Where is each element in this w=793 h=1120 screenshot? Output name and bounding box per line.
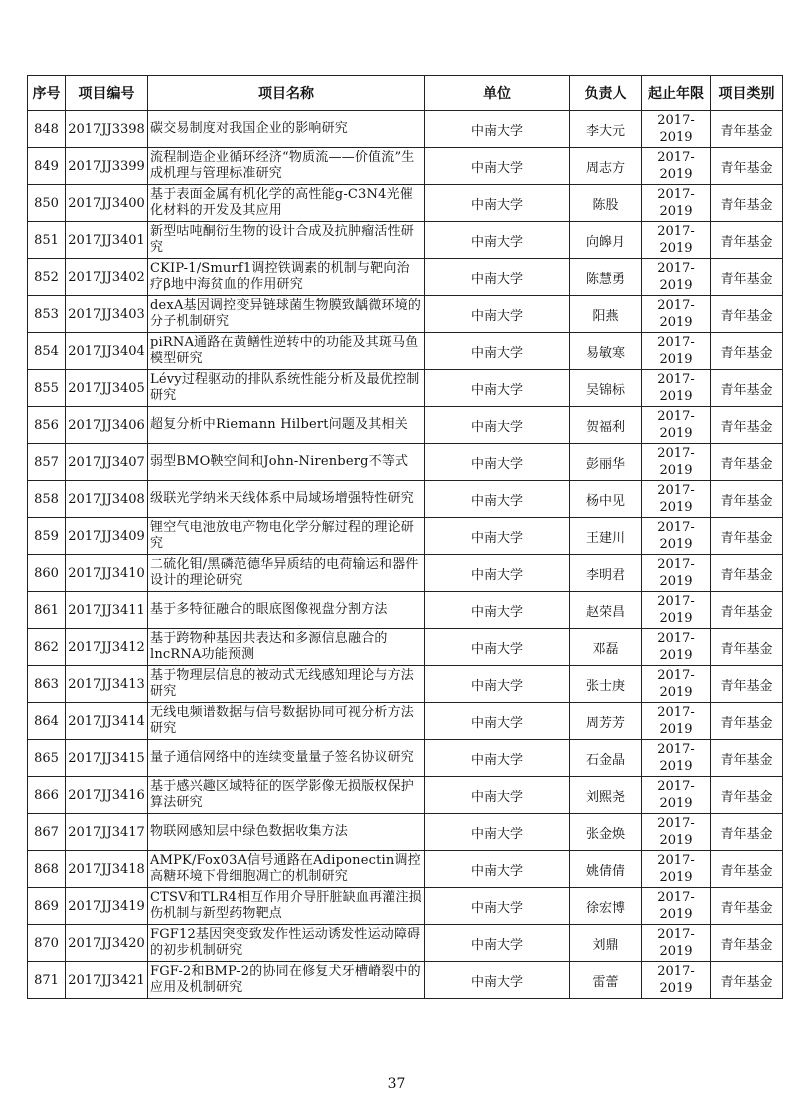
row-project-name: 无线电频谱数据与信号数据协同可视分析方法研究 bbox=[148, 703, 425, 740]
row-years: 2017-2019 bbox=[642, 296, 711, 333]
row-unit: 中南大学 bbox=[425, 185, 570, 222]
table-row bbox=[28, 740, 783, 777]
row-seq: 850 bbox=[28, 185, 66, 222]
row-unit: 中南大学 bbox=[425, 925, 570, 962]
row-seq: 870 bbox=[28, 925, 66, 962]
header-unit: 单位 bbox=[425, 76, 570, 111]
row-type: 青年基金 bbox=[711, 814, 783, 851]
row-unit: 中南大学 bbox=[425, 444, 570, 481]
row-leader: 李明君 bbox=[570, 555, 642, 592]
row-type: 青年基金 bbox=[711, 740, 783, 777]
row-unit: 中南大学 bbox=[425, 666, 570, 703]
row-project-code: 2017JJ3405 bbox=[66, 370, 148, 407]
row-project-code: 2017JJ3398 bbox=[66, 111, 148, 148]
row-years: 2017-2019 bbox=[642, 925, 711, 962]
row-project-code: 2017JJ3410 bbox=[66, 555, 148, 592]
table-row bbox=[28, 111, 783, 148]
row-leader: 周志方 bbox=[570, 148, 642, 185]
row-seq: 851 bbox=[28, 222, 66, 259]
header-project-name: 项目名称 bbox=[148, 76, 425, 111]
row-unit: 中南大学 bbox=[425, 703, 570, 740]
header-seq: 序号 bbox=[28, 76, 66, 111]
header-years: 起止年限 bbox=[642, 76, 711, 111]
row-type: 青年基金 bbox=[711, 777, 783, 814]
row-seq: 871 bbox=[28, 962, 66, 999]
row-unit: 中南大学 bbox=[425, 111, 570, 148]
row-leader: 向皞月 bbox=[570, 222, 642, 259]
row-years: 2017-2019 bbox=[642, 185, 711, 222]
row-years: 2017-2019 bbox=[642, 814, 711, 851]
row-leader: 王建川 bbox=[570, 518, 642, 555]
row-project-code: 2017JJ3415 bbox=[66, 740, 148, 777]
row-project-name: 流程制造企业循环经济“物质流——价值流”生成机理与管理标准研究 bbox=[148, 148, 425, 185]
row-project-name: CTSV和TLR4相互作用介导肝脏缺血再灌注损伤机制与新型药物靶点 bbox=[148, 888, 425, 925]
row-years: 2017-2019 bbox=[642, 370, 711, 407]
row-project-code: 2017JJ3421 bbox=[66, 962, 148, 999]
row-project-name: FGF-2和BMP-2的协同在修复犬牙槽嵴裂中的应用及机制研究 bbox=[148, 962, 425, 999]
row-unit: 中南大学 bbox=[425, 851, 570, 888]
row-type: 青年基金 bbox=[711, 925, 783, 962]
table-row bbox=[28, 777, 783, 814]
table-row bbox=[28, 148, 783, 185]
row-type: 青年基金 bbox=[711, 962, 783, 999]
row-seq: 857 bbox=[28, 444, 66, 481]
table-row bbox=[28, 444, 783, 481]
row-type: 青年基金 bbox=[711, 703, 783, 740]
row-years: 2017-2019 bbox=[642, 740, 711, 777]
row-leader: 杨中见 bbox=[570, 481, 642, 518]
row-leader: 邓磊 bbox=[570, 629, 642, 666]
row-leader: 张金焕 bbox=[570, 814, 642, 851]
row-years: 2017-2019 bbox=[642, 222, 711, 259]
row-years: 2017-2019 bbox=[642, 777, 711, 814]
row-project-name: 基于表面金属有机化学的高性能g-C3N4光催化材料的开发及其应用 bbox=[148, 185, 425, 222]
row-years: 2017-2019 bbox=[642, 851, 711, 888]
row-project-name: AMPK/Fox03A信号通路在Adiponectin调控高糖环境下骨细胞凋亡的机制研究 bbox=[148, 851, 425, 888]
table-body bbox=[28, 111, 783, 999]
row-project-name: 超复分析中Riemann Hilbert问题及其相关 bbox=[148, 407, 425, 444]
table-row bbox=[28, 222, 783, 259]
row-project-name: piRNA通路在黄鳝性逆转中的功能及其斑马鱼模型研究 bbox=[148, 333, 425, 370]
row-unit: 中南大学 bbox=[425, 148, 570, 185]
row-leader: 姚倩倩 bbox=[570, 851, 642, 888]
row-seq: 855 bbox=[28, 370, 66, 407]
row-years: 2017-2019 bbox=[642, 666, 711, 703]
table-row bbox=[28, 407, 783, 444]
row-years: 2017-2019 bbox=[642, 481, 711, 518]
row-project-name: 基于感兴趣区域特征的医学影像无损版权保护算法研究 bbox=[148, 777, 425, 814]
row-unit: 中南大学 bbox=[425, 370, 570, 407]
row-unit: 中南大学 bbox=[425, 592, 570, 629]
row-project-name: 二硫化钼/黑磷范德华异质结的电荷输运和器件设计的理论研究 bbox=[148, 555, 425, 592]
row-project-code: 2017JJ3412 bbox=[66, 629, 148, 666]
row-project-code: 2017JJ3416 bbox=[66, 777, 148, 814]
row-seq: 865 bbox=[28, 740, 66, 777]
row-leader: 刘鼎 bbox=[570, 925, 642, 962]
row-project-name: CKIP-1/Smurf1调控铁调素的机制与靶向治疗β地中海贫血的作用研究 bbox=[148, 259, 425, 296]
table-row bbox=[28, 296, 783, 333]
row-type: 青年基金 bbox=[711, 222, 783, 259]
row-unit: 中南大学 bbox=[425, 481, 570, 518]
table-row bbox=[28, 518, 783, 555]
row-seq: 852 bbox=[28, 259, 66, 296]
row-unit: 中南大学 bbox=[425, 296, 570, 333]
header-project-code: 项目编号 bbox=[66, 76, 148, 111]
row-leader: 吴锦标 bbox=[570, 370, 642, 407]
row-project-code: 2017JJ3420 bbox=[66, 925, 148, 962]
row-type: 青年基金 bbox=[711, 481, 783, 518]
row-years: 2017-2019 bbox=[642, 888, 711, 925]
row-type: 青年基金 bbox=[711, 629, 783, 666]
row-project-code: 2017JJ3402 bbox=[66, 259, 148, 296]
row-type: 青年基金 bbox=[711, 518, 783, 555]
row-seq: 853 bbox=[28, 296, 66, 333]
row-type: 青年基金 bbox=[711, 444, 783, 481]
row-unit: 中南大学 bbox=[425, 888, 570, 925]
table-row bbox=[28, 333, 783, 370]
row-type: 青年基金 bbox=[711, 555, 783, 592]
row-unit: 中南大学 bbox=[425, 222, 570, 259]
row-leader: 周芳芳 bbox=[570, 703, 642, 740]
row-unit: 中南大学 bbox=[425, 333, 570, 370]
row-project-code: 2017JJ3413 bbox=[66, 666, 148, 703]
table-row bbox=[28, 481, 783, 518]
row-type: 青年基金 bbox=[711, 370, 783, 407]
table-row bbox=[28, 185, 783, 222]
row-leader: 易敏寒 bbox=[570, 333, 642, 370]
row-project-name: 基于多特征融合的眼底图像视盘分割方法 bbox=[148, 592, 425, 629]
row-unit: 中南大学 bbox=[425, 407, 570, 444]
row-leader: 张士庚 bbox=[570, 666, 642, 703]
row-project-name: 锂空气电池放电产物电化学分解过程的理论研究 bbox=[148, 518, 425, 555]
row-years: 2017-2019 bbox=[642, 407, 711, 444]
table-row bbox=[28, 925, 783, 962]
table-row bbox=[28, 851, 783, 888]
row-leader: 赵荣昌 bbox=[570, 592, 642, 629]
row-project-code: 2017JJ3417 bbox=[66, 814, 148, 851]
row-project-name: 基于跨物种基因共表达和多源信息融合的lncRNA功能预测 bbox=[148, 629, 425, 666]
row-leader: 彭丽华 bbox=[570, 444, 642, 481]
row-project-code: 2017JJ3419 bbox=[66, 888, 148, 925]
row-project-name: 量子通信网络中的连续变量量子签名协议研究 bbox=[148, 740, 425, 777]
row-project-code: 2017JJ3409 bbox=[66, 518, 148, 555]
row-seq: 854 bbox=[28, 333, 66, 370]
table-row bbox=[28, 592, 783, 629]
row-project-name: 新型咕吨酮衍生物的设计合成及抗肿瘤活性研究 bbox=[148, 222, 425, 259]
row-seq: 867 bbox=[28, 814, 66, 851]
row-project-code: 2017JJ3404 bbox=[66, 333, 148, 370]
row-leader: 李大元 bbox=[570, 111, 642, 148]
row-leader: 阳燕 bbox=[570, 296, 642, 333]
row-unit: 中南大学 bbox=[425, 777, 570, 814]
table-header-row bbox=[28, 76, 783, 111]
row-type: 青年基金 bbox=[711, 888, 783, 925]
row-years: 2017-2019 bbox=[642, 555, 711, 592]
row-years: 2017-2019 bbox=[642, 518, 711, 555]
table-row bbox=[28, 259, 783, 296]
row-seq: 863 bbox=[28, 666, 66, 703]
row-seq: 869 bbox=[28, 888, 66, 925]
table-row bbox=[28, 962, 783, 999]
row-seq: 860 bbox=[28, 555, 66, 592]
row-type: 青年基金 bbox=[711, 296, 783, 333]
row-seq: 868 bbox=[28, 851, 66, 888]
row-project-code: 2017JJ3403 bbox=[66, 296, 148, 333]
row-project-name: 物联网感知层中绿色数据收集方法 bbox=[148, 814, 425, 851]
row-project-code: 2017JJ3407 bbox=[66, 444, 148, 481]
row-project-code: 2017JJ3408 bbox=[66, 481, 148, 518]
row-type: 青年基金 bbox=[711, 259, 783, 296]
row-unit: 中南大学 bbox=[425, 962, 570, 999]
row-type: 青年基金 bbox=[711, 111, 783, 148]
row-years: 2017-2019 bbox=[642, 148, 711, 185]
row-project-code: 2017JJ3406 bbox=[66, 407, 148, 444]
row-type: 青年基金 bbox=[711, 592, 783, 629]
page-number: 37 bbox=[387, 1076, 406, 1092]
row-type: 青年基金 bbox=[711, 666, 783, 703]
row-project-name: 级联光学纳米天线体系中局域场增强特性研究 bbox=[148, 481, 425, 518]
row-project-code: 2017JJ3414 bbox=[66, 703, 148, 740]
row-leader: 陈慧勇 bbox=[570, 259, 642, 296]
row-years: 2017-2019 bbox=[642, 592, 711, 629]
row-leader: 贺福利 bbox=[570, 407, 642, 444]
row-seq: 856 bbox=[28, 407, 66, 444]
row-seq: 864 bbox=[28, 703, 66, 740]
row-project-name: FGF12基因突变致发作性运动诱发性运动障碍的初步机制研究 bbox=[148, 925, 425, 962]
row-seq: 862 bbox=[28, 629, 66, 666]
row-seq: 858 bbox=[28, 481, 66, 518]
header-leader: 负责人 bbox=[570, 76, 642, 111]
row-project-name: Lévy过程驱动的排队系统性能分析及最优控制研究 bbox=[148, 370, 425, 407]
table-row bbox=[28, 888, 783, 925]
row-unit: 中南大学 bbox=[425, 555, 570, 592]
row-type: 青年基金 bbox=[711, 407, 783, 444]
row-unit: 中南大学 bbox=[425, 814, 570, 851]
row-years: 2017-2019 bbox=[642, 962, 711, 999]
row-leader: 石金晶 bbox=[570, 740, 642, 777]
row-seq: 859 bbox=[28, 518, 66, 555]
row-type: 青年基金 bbox=[711, 185, 783, 222]
row-years: 2017-2019 bbox=[642, 333, 711, 370]
row-seq: 866 bbox=[28, 777, 66, 814]
row-project-code: 2017JJ3399 bbox=[66, 148, 148, 185]
row-unit: 中南大学 bbox=[425, 740, 570, 777]
row-seq: 849 bbox=[28, 148, 66, 185]
row-unit: 中南大学 bbox=[425, 629, 570, 666]
row-project-name: 碳交易制度对我国企业的影响研究 bbox=[148, 111, 425, 148]
table-row bbox=[28, 814, 783, 851]
project-table bbox=[27, 75, 783, 999]
row-project-code: 2017JJ3401 bbox=[66, 222, 148, 259]
row-leader: 雷蕾 bbox=[570, 962, 642, 999]
row-seq: 848 bbox=[28, 111, 66, 148]
row-project-name: 基于物理层信息的被动式无线感知理论与方法研究 bbox=[148, 666, 425, 703]
row-leader: 刘熙尧 bbox=[570, 777, 642, 814]
row-type: 青年基金 bbox=[711, 148, 783, 185]
row-years: 2017-2019 bbox=[642, 703, 711, 740]
row-project-code: 2017JJ3418 bbox=[66, 851, 148, 888]
row-type: 青年基金 bbox=[711, 851, 783, 888]
table-row bbox=[28, 666, 783, 703]
table-row bbox=[28, 555, 783, 592]
header-type: 项目类别 bbox=[711, 76, 783, 111]
row-project-name: dexA基因调控变异链球菌生物膜致龋微环境的分子机制研究 bbox=[148, 296, 425, 333]
row-project-code: 2017JJ3400 bbox=[66, 185, 148, 222]
row-years: 2017-2019 bbox=[642, 629, 711, 666]
row-project-code: 2017JJ3411 bbox=[66, 592, 148, 629]
row-type: 青年基金 bbox=[711, 333, 783, 370]
row-project-name: 弱型BMO鞅空间和John-Nirenberg不等式 bbox=[148, 444, 425, 481]
row-unit: 中南大学 bbox=[425, 518, 570, 555]
row-years: 2017-2019 bbox=[642, 111, 711, 148]
row-unit: 中南大学 bbox=[425, 259, 570, 296]
row-seq: 861 bbox=[28, 592, 66, 629]
row-years: 2017-2019 bbox=[642, 444, 711, 481]
table-row bbox=[28, 370, 783, 407]
row-leader: 徐宏博 bbox=[570, 888, 642, 925]
row-leader: 陈股 bbox=[570, 185, 642, 222]
row-years: 2017-2019 bbox=[642, 259, 711, 296]
table-row bbox=[28, 629, 783, 666]
table-row bbox=[28, 703, 783, 740]
